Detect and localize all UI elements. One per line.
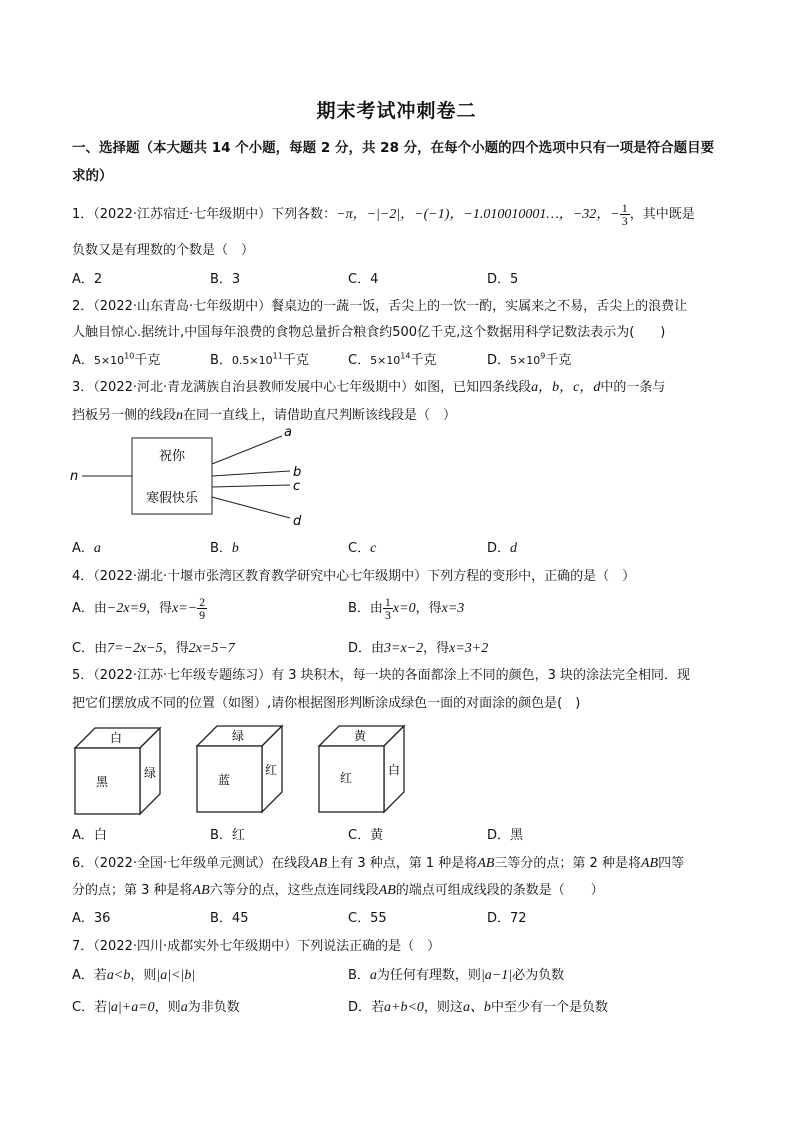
question-5-line2: 把它们摆放成不同的位置（如图）,请你根据图形判断涂成绿色一面的对面涂的颜色是( ) bbox=[72, 696, 581, 711]
q5-cubes-figure bbox=[60, 722, 420, 822]
cube-1-front: 黑 bbox=[95, 775, 109, 789]
q4-option-a: A．由−2x=9，得x=− $\frac{2}{9}$ bbox=[72, 595, 206, 622]
q5-option-d: D．黑 bbox=[487, 828, 524, 843]
segment-b bbox=[212, 471, 290, 476]
cube-1-side: 绿 bbox=[143, 766, 157, 780]
fraction-one-third-b: $\frac{1}{3}$ bbox=[384, 595, 391, 622]
cube-3-top: 黄 bbox=[353, 729, 367, 743]
cube-3 bbox=[319, 726, 404, 812]
board-text-top: 祝你 bbox=[158, 449, 186, 464]
question-3-line1: 3．（2022·河北·青龙满族自治县教师发展中心七年级期中）如图，已知四条线段a，b，c，d中的一条与 bbox=[72, 380, 666, 395]
board-text-bottom: 寒假快乐 bbox=[145, 491, 199, 506]
cube-2-side: 红 bbox=[264, 763, 278, 777]
cube-1 bbox=[75, 728, 160, 814]
q6-option-b: B．45 bbox=[210, 911, 249, 926]
q6-option-a: A．36 bbox=[72, 911, 111, 926]
q3-option-b: B．b bbox=[210, 541, 239, 556]
q5-option-a: A．白 bbox=[72, 828, 107, 843]
q3-option-a: A．a bbox=[72, 541, 101, 556]
q2-option-d: D．$5\times 10^9$千克 bbox=[487, 351, 572, 368]
q6-option-d: D．72 bbox=[487, 911, 527, 926]
q7-option-c: C．若|a|+a=0，则a为非负数 bbox=[72, 1000, 240, 1015]
fraction-one-third: $\frac{1}{3}$ bbox=[621, 201, 628, 228]
question-6-line1: 6．（2022·全国·七年级单元测试）在线段AB上有 3 种点，第 1 种是将AB三等分的点；第 2 种是将AB四等 bbox=[72, 856, 685, 871]
q1-option-b: B．3 bbox=[210, 272, 241, 287]
question-6-line2: 分的点；第 3 种是将AB六等分的点，这些点连同线段AB的端点可组成线段的条数是（ ） bbox=[72, 883, 604, 898]
question-1-line2: 负数又是有理数的个数是（ ） bbox=[72, 243, 255, 258]
label-a: a bbox=[284, 425, 292, 440]
q3-option-c: C．c bbox=[348, 541, 377, 556]
label-n: n bbox=[70, 469, 79, 484]
q4-option-c: C．由7=−2x−5，得2x=5−7 bbox=[72, 641, 235, 656]
question-1-line1: 1．（2022·江苏宿迁·七年级期中）下列各数：−π，−|−2|，−(−1)，−1.010010001…，−32，− $\frac{1}{3}$ ，其中既是 bbox=[72, 201, 695, 228]
label-c: c bbox=[293, 479, 301, 494]
q6-option-c: C．55 bbox=[348, 911, 387, 926]
fraction-two-ninths: $\frac{2}{9}$ bbox=[199, 595, 206, 622]
cube-2-top: 绿 bbox=[231, 729, 245, 743]
section-heading: 一、选择题（本大题共 14 个小题，每题 2 分，共 28 分，在每个小题的四个选项中只有一项是符合题目要 bbox=[72, 140, 715, 156]
label-b: b bbox=[293, 465, 302, 480]
cube-2 bbox=[197, 726, 282, 812]
q7-option-d: D．若a+b<0，则这a、b中至少有一个是负数 bbox=[348, 1000, 608, 1015]
q2-option-b: B．$0.5\times 10^{11}$千克 bbox=[210, 351, 309, 368]
segment-c bbox=[212, 485, 290, 487]
segment-d bbox=[212, 497, 290, 518]
section-heading-cont: 求的） bbox=[72, 168, 113, 184]
page-title: 期末考试冲刺卷二 bbox=[316, 100, 477, 122]
label-d: d bbox=[293, 514, 302, 529]
question-2-line1: 2．（2022·山东青岛·七年级期中）餐桌边的一蔬一饭，舌尖上的一饮一酌，实属来之不易，舌尖上的浪费让 bbox=[72, 299, 688, 314]
cube-2-front: 蓝 bbox=[217, 773, 231, 787]
question-3-line2: 挡板另一侧的线段n在同一直线上，请借助直尺判断该线段是（ ） bbox=[72, 408, 457, 423]
q1-option-d: D．5 bbox=[487, 272, 519, 287]
q2-option-a: A．$5\times 10^{10}$千克 bbox=[72, 351, 161, 368]
q7-option-a: A．若a<b，则|a|<|b| bbox=[72, 968, 196, 983]
q4-option-b: B．由 $\frac{1}{3}$ x=0，得x=3 bbox=[348, 595, 465, 622]
q3-figure bbox=[60, 422, 320, 532]
segment-a bbox=[212, 436, 282, 464]
q3-option-d: D．d bbox=[487, 541, 518, 556]
q7-option-b: B．a为任何有理数，则|a−1|必为负数 bbox=[348, 968, 565, 983]
question-4-line1: 4．（2022·湖北·十堰市张湾区教育教学研究中心七年级期中）下列方程的变形中，正确的是（ ） bbox=[72, 569, 636, 584]
q5-option-b: B．红 bbox=[210, 828, 245, 843]
cube-1-top: 白 bbox=[109, 731, 123, 745]
question-2-line2: 人触目惊心.据统计,中国每年浪费的食物总量折合粮食约500亿千克,这个数据用科学记数法表示为( ) bbox=[72, 325, 666, 340]
q4-option-d: D．由3=x−2，得x=3+2 bbox=[348, 641, 489, 656]
q1-option-a: A．2 bbox=[72, 272, 103, 287]
question-5-line1: 5．（2022·江苏·七年级专题练习）有 3 块积木，每一块的各面都涂上不同的颜色，3 块的涂法完全相同．现 bbox=[72, 668, 691, 683]
q1-option-c: C．4 bbox=[348, 272, 379, 287]
q5-option-c: C．黄 bbox=[348, 828, 384, 843]
cube-3-front: 红 bbox=[339, 771, 353, 785]
question-7-line1: 7．（2022·四川·成都实外七年级期中）下列说法正确的是（ ） bbox=[72, 939, 441, 954]
q2-option-c: C．$5\times 10^{14}$千克 bbox=[348, 351, 437, 368]
cube-3-side: 白 bbox=[387, 763, 401, 777]
